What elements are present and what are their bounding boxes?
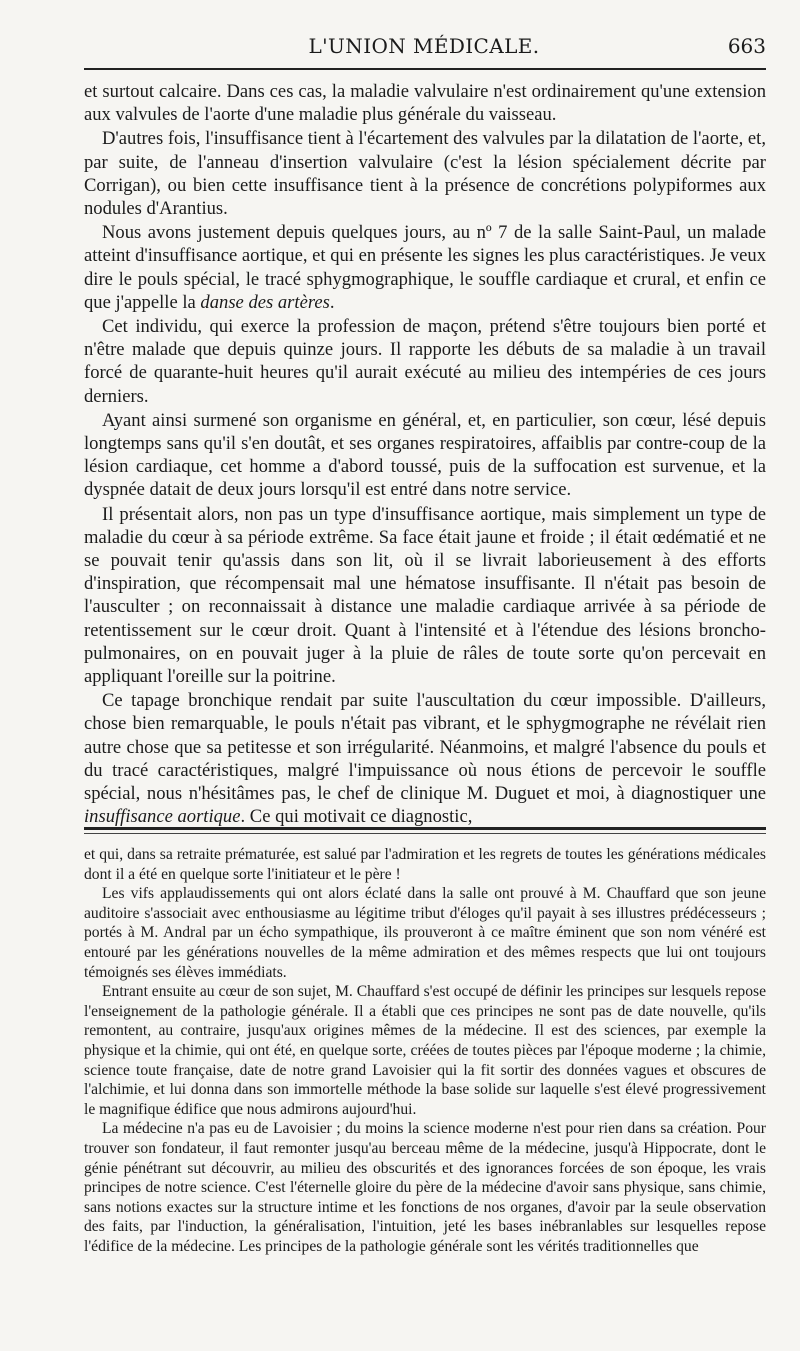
article-paragraph-3 xyxy=(84,221,766,314)
feuilleton-rule-thin xyxy=(84,833,766,834)
article-paragraph-7 xyxy=(84,689,766,828)
paragraph-7-text: Ce tapage bronchique rendait par suite l'auscultation du cœur impossible. D'ailleurs, chose bien remarquable, le pouls n'était pas vibrant, et le sphygmographe ne révélait rien autre chose que sa petitesse et son irrégularité. Néanmoins, et malgré l'absence du pouls et du tracé caractéristiques, malgré l'impuissance où nous étions de percevoir le souffle spécial, nous n'hésitâmes pas, le chef de clinique M. Duguet et moi, à diagnostiquer une xyxy=(84,690,766,805)
article-paragraph-5: Ayant ainsi surmené son organisme en général, et, en particulier, son cœur, lésé depuis longtemps sans qu'il s'en doutât, et ses organes respiratoires, affaiblis par contre-coup de la lésion cardiaque, cet homme a d'abord toussé, puis de la suffocation est survenue, et la dyspnée datait de deux jours lorsqu'il est entré dans notre service. xyxy=(84,409,766,501)
feuilleton-paragraph-3: Entrant ensuite au cœur de son sujet, M. Chauffard s'est occupé de définir les principes sur lesquels repose l'enseignement de la pathologie générale. Il a établi que ces principes ne sont pas de date nouvelle, qu'ils remontent, au contraire, jusqu'aux origines mêmes de la médecine. Il est des sciences, par exemple la physique et la chimie, qui ont été, en quelque sorte, créées de toutes pièces par l'époque moderne ; la chimie, science toute française, date de notre grand Lavoisier qui la fit sortir des données vagues et obscures de l'alchimie, et lui donna dans son immortelle méthode la base solide sur laquelle s'est élevé progressivement le magnifique édifice que nous admirons aujourd'hui. xyxy=(84,983,766,1118)
feuilleton-section xyxy=(84,845,766,1256)
feuilleton-paragraph-4: La médecine n'a pas eu de Lavoisier ; du moins la science moderne n'est pour rien dans sa création. Pour trouver son fondateur, il faut remonter jusqu'au berceau même de la médecine, jusqu'à Hippocrate, dont le génie pénétrant sut découvrir, au milieu des obscurités et des ignorances forcées de son époque, les vrais principes de notre science. C'est l'éternelle gloire du père de la médecine d'avoir sans physique, sans chimie, sans notions exactes sur la structure intime et les fonctions de nos organes, d'avoir par la seule observation des faits, par l'induction, la généralisation, l'intuition, jeté les bases inébranlables sur lesquelles repose l'édifice de la médecine. Les principes de la pathologie générale sont les vérités traditionnelles que xyxy=(84,1120,766,1255)
feuilleton-paragraph-2: Les vifs applaudissements qui ont alors éclaté dans la salle ont prouvé à M. Chauffard que son jeune auditoire s'associait avec enthousiasme au légitime tribut d'éloges qu'il payait à ses illustres prédécesseurs ; portés à M. Andral par un écho sympathique, ils prouveront à ce maître éminent que son nom vénéré est entouré par les générations nouvelles de la même admiration et des mêmes respects que lui ont toujours témoignés ses élèves immédiats. xyxy=(84,885,766,981)
paragraph-7-emphasis: insuffisance aortique xyxy=(84,806,241,828)
page-number: 663 xyxy=(727,34,766,58)
page-header xyxy=(82,30,766,64)
paragraph-3-text: Nous avons justement depuis quelques jours, au nº 7 de la salle Saint-Paul, un malade atteint d'insuffisance aortique, et qui en présente les signes les plus caractéristiques. Je veux dire le pouls spécial, le tracé sphygmographique, le souffle cardiaque et crural, et enfin ce que j'appelle la xyxy=(84,222,766,313)
paragraph-3-end: . xyxy=(329,291,335,313)
feuilleton-rule-thick xyxy=(84,827,766,830)
main-article xyxy=(84,80,766,829)
feuilleton-paragraph-1: et qui, dans sa retraite prématurée, est salué par l'admiration et les regrets de toutes les générations médicales dont il a été en quelque sorte l'initiateur et le père ! xyxy=(84,846,766,883)
article-paragraph-2: D'autres fois, l'insuffisance tient à l'écartement des valvules par la dilatation de l'aorte, et, par suite, de l'anneau d'insertion valvulaire (c'est la lésion spécialement décrite par Corrigan), ou bien cette insuffisance tient à la présence de concrétions polypiformes aux nodules d'Arantius. xyxy=(84,128,766,220)
running-title: L'UNION MÉDICALE. xyxy=(308,34,540,58)
article-paragraph-4: Cet individu, qui exerce la profession de maçon, prétend s'être toujours bien porté et n'être malade que depuis quinze jours. Il rapporte les débuts de sa maladie à un travail forcé de quarante-huit heures qu'il aurait exécuté au milieu des intempéries de ces jours derniers. xyxy=(84,316,766,407)
paragraph-7-end: . Ce qui motivait ce diagnostic, xyxy=(240,806,473,828)
header-rule xyxy=(84,68,766,70)
paragraph-3-emphasis: danse des artères xyxy=(200,291,330,313)
article-paragraph-1: et surtout calcaire. Dans ces cas, la maladie valvulaire n'est ordinairement qu'une extension aux valvules de l'aorte d'une maladie plus générale du vaisseau. xyxy=(84,81,766,126)
article-paragraph-6: Il présentait alors, non pas un type d'insuffisance aortique, mais simplement un type de maladie du cœur à sa période extrême. Sa face était jaune et froide ; il était œdématié et ne se pouvait tenir qu'assis dans son lit, où il se livrait laborieusement à des efforts d'inspiration, que récompensait mal une hématose insuffisante. Il n'était pas besoin de l'ausculter ; on reconnaissait à distance une maladie cardiaque arrivée à sa période de retentissement sur le cœur droit. Quant à l'intensité et à l'étendue des lésions broncho-pulmonaires, on en pouvait juger à la pluie de râles de toute sorte qu'on percevait en appliquant l'oreille sur la poitrine. xyxy=(84,503,766,688)
